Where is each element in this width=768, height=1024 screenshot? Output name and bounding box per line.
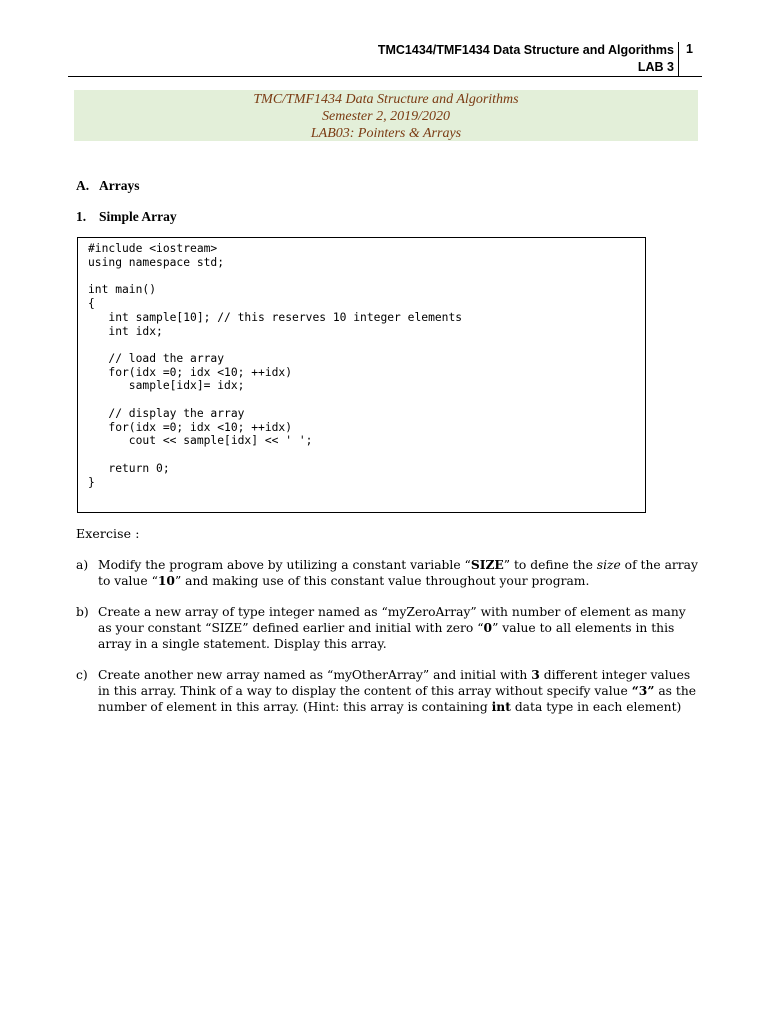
exercise-label: Exercise : bbox=[76, 526, 140, 541]
code-line: using namespace std; bbox=[88, 256, 225, 269]
code-line: return 0; bbox=[88, 462, 170, 475]
text-run: data type in each element) bbox=[510, 700, 682, 714]
code-line: } bbox=[88, 476, 95, 489]
title-box bbox=[74, 90, 698, 141]
exercise-item-a bbox=[76, 557, 698, 589]
item-marker: a) bbox=[76, 558, 89, 572]
header-vertical-rule bbox=[678, 42, 679, 76]
code-line: int main() bbox=[88, 283, 157, 296]
text-run: ” and making use of this constant value throughout your program. bbox=[174, 574, 590, 588]
exercise-item-c bbox=[76, 667, 698, 715]
code-line: { bbox=[88, 297, 95, 310]
bold-run: “3” bbox=[631, 683, 655, 698]
code-listing bbox=[77, 237, 646, 513]
subsection-label: 1. bbox=[76, 209, 87, 224]
text-run: Create another new array named as “myOtherArray” and initial with bbox=[98, 668, 532, 682]
section-title: Arrays bbox=[99, 178, 140, 193]
text-run: ” value to all elements in this array in a single statement. Display this array. bbox=[98, 621, 675, 651]
code-line: // display the array bbox=[88, 407, 245, 420]
item-text bbox=[98, 557, 698, 589]
item-text bbox=[98, 667, 698, 715]
code-line: sample[idx]= idx; bbox=[88, 379, 245, 392]
page-number: 1 bbox=[686, 42, 693, 56]
bold-run: SIZE bbox=[470, 557, 504, 572]
header-course-line: TMC1434/TMF1434 Data Structure and Algorithms bbox=[377, 43, 674, 57]
bold-run: 3 bbox=[531, 667, 540, 682]
subsection-heading-simple-array bbox=[76, 209, 177, 225]
bold-run: 0 bbox=[483, 620, 493, 635]
text-run: ” to define the bbox=[503, 558, 597, 572]
text-run: Create a new array of type integer named as “myZeroArray” with number of element as many as your constant “SIZE” defined earlier and initial with zero “ bbox=[98, 605, 686, 635]
title-line-course: TMC/TMF1434 Data Structure and Algorithms bbox=[253, 92, 519, 107]
code-line: #include <iostream> bbox=[88, 242, 218, 255]
item-text bbox=[98, 604, 698, 652]
exercise-item-b bbox=[76, 604, 698, 652]
item-marker: b) bbox=[76, 605, 89, 619]
text-run: as the number of element in this array. (Hint: this array is containing bbox=[98, 684, 697, 714]
bold-run: 10 bbox=[157, 573, 175, 588]
text-run: Modify the program above by utilizing a constant variable “ bbox=[98, 558, 471, 572]
header-horizontal-rule bbox=[68, 76, 702, 77]
title-line-semester: Semester 2, 2019/2020 bbox=[322, 109, 450, 124]
code-line: for(idx =0; idx <10; ++idx) bbox=[88, 366, 293, 379]
subsection-title: Simple Array bbox=[99, 209, 177, 224]
code-line: int sample[10]; // this reserves 10 integer elements bbox=[88, 311, 463, 324]
code-line: for(idx =0; idx <10; ++idx) bbox=[88, 421, 293, 434]
item-marker: c) bbox=[76, 668, 88, 682]
code-line: cout << sample[idx] << ' '; bbox=[88, 434, 313, 447]
code-line: int idx; bbox=[88, 325, 163, 338]
bold-run: int bbox=[491, 699, 511, 714]
title-line-lab: LAB03: Pointers & Arrays bbox=[310, 126, 462, 141]
section-heading-arrays bbox=[76, 178, 140, 194]
text-run: different integer values in this array. Think of a way to display the content of this array without specify value bbox=[98, 668, 691, 698]
running-header bbox=[334, 42, 674, 76]
italic-run: size bbox=[596, 558, 621, 572]
section-label: A. bbox=[76, 178, 90, 193]
text-run: of the array to value “ bbox=[98, 558, 698, 588]
header-lab-line: LAB 3 bbox=[637, 60, 674, 74]
code-line: // load the array bbox=[88, 352, 225, 365]
